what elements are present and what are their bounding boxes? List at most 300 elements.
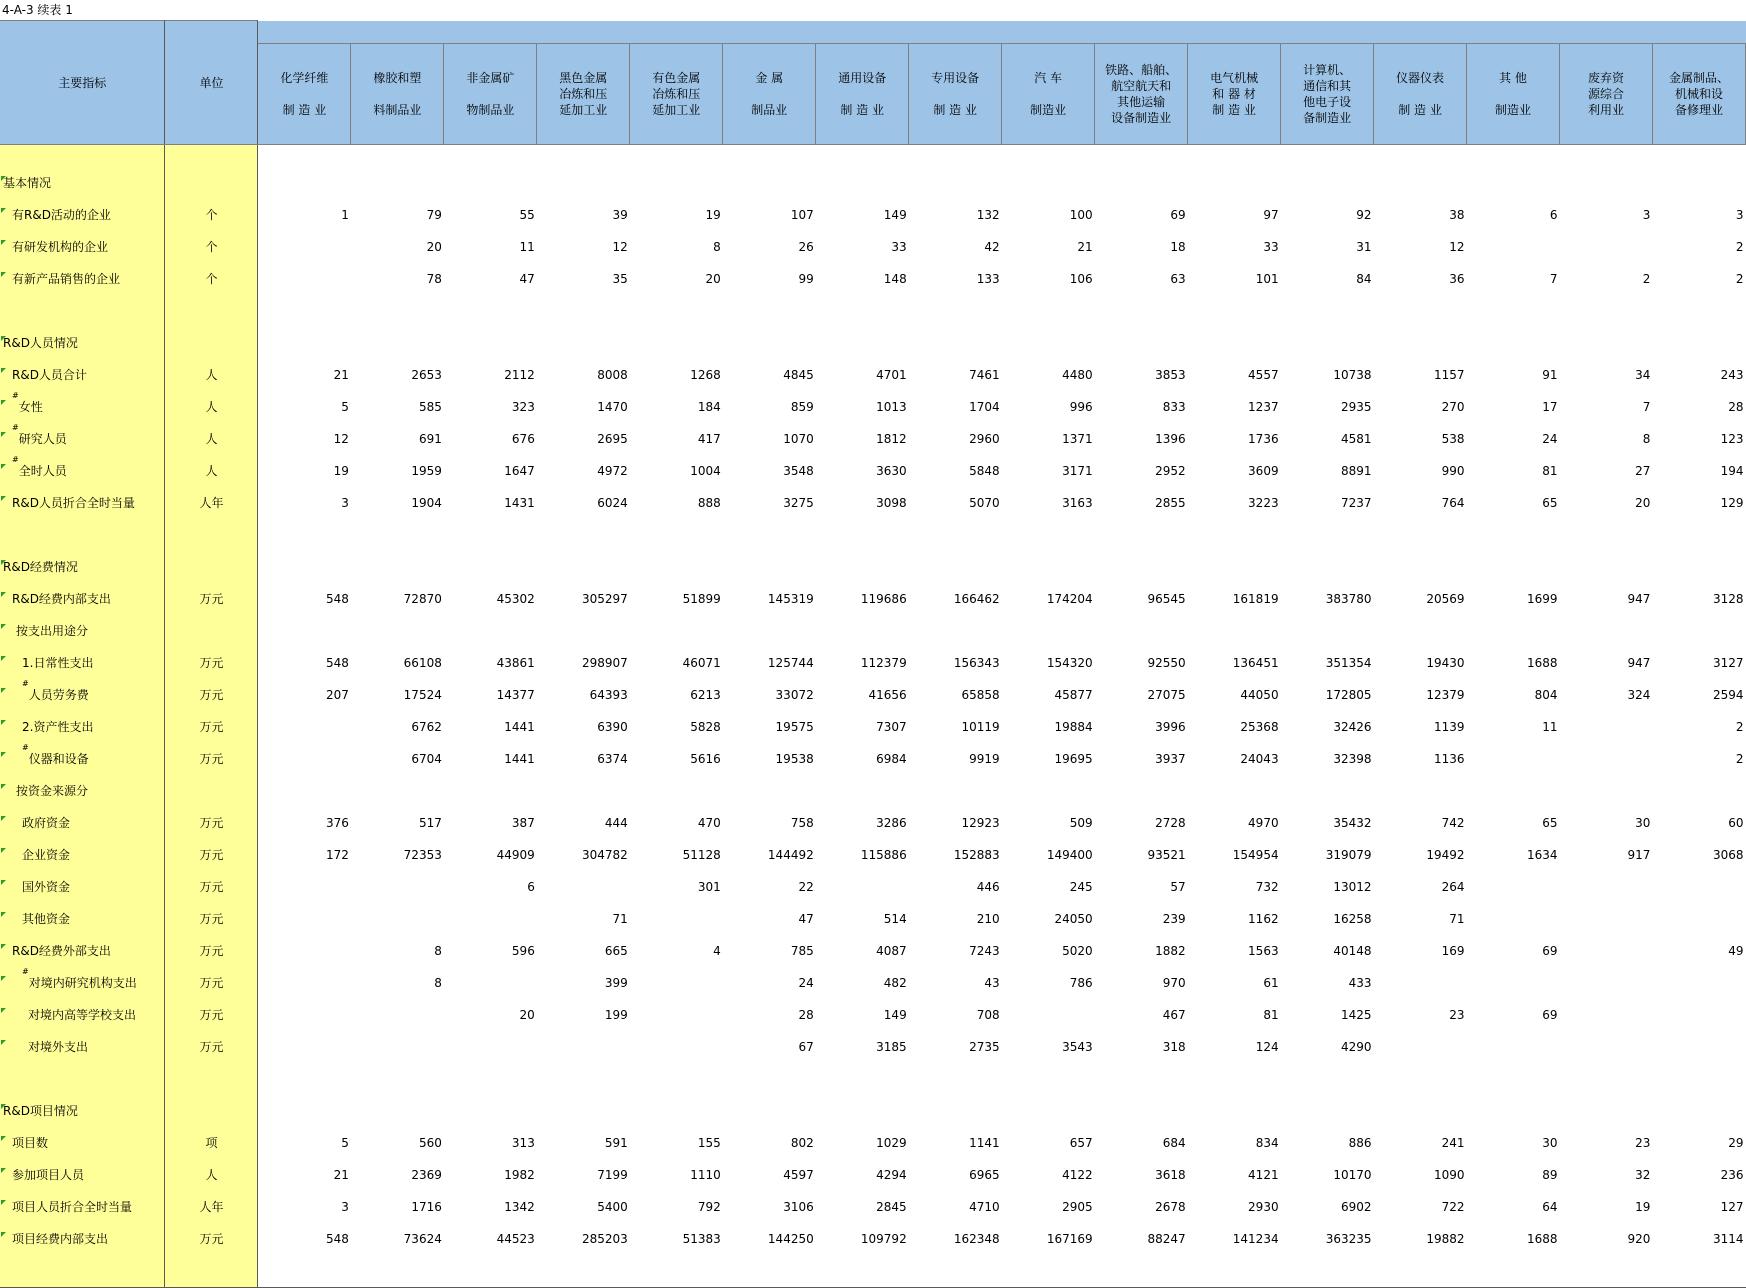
value-cell: 4701: [876, 368, 907, 382]
unit-cell: [165, 1127, 258, 1159]
value-cell: [258, 775, 351, 807]
cell-marker-icon: [1, 1168, 6, 1173]
value-cell: 3937: [1155, 752, 1186, 766]
value-cell: 10170: [1333, 1168, 1372, 1182]
value-cell: 990: [1441, 464, 1465, 478]
header-industry-line: 制 造 业: [933, 102, 977, 117]
value-cell: 2: [1735, 752, 1744, 766]
indicator-cell: [0, 455, 165, 487]
value-cell: 19: [333, 464, 349, 478]
value-cell: [909, 615, 1002, 647]
footnote-mark: #: [12, 423, 19, 432]
value-cell: [537, 295, 630, 327]
value-cell: 28: [1728, 400, 1744, 414]
value-cell: [351, 327, 444, 359]
value-cell: 3223: [1248, 496, 1279, 510]
value-cell: [1652, 295, 1745, 327]
indicator-cell: [0, 679, 165, 711]
value-cell: 119686: [860, 592, 907, 606]
unit-cell: [165, 967, 258, 999]
value-cell: [1095, 327, 1188, 359]
value-cell: 161819: [1232, 592, 1279, 606]
value-cell: 199: [604, 1008, 628, 1022]
value-cell: 10119: [961, 720, 1000, 734]
indicator-cell-empty: [0, 145, 165, 168]
value-cell: [816, 551, 909, 583]
value-cell: [1559, 743, 1652, 775]
value-cell: 112379: [860, 656, 907, 670]
value-cell: 55: [519, 208, 535, 222]
header-industry-line: 非金属矿: [466, 70, 515, 85]
value-cell: 43: [984, 976, 1000, 990]
value-cell: [909, 1095, 1002, 1127]
value-cell-empty: [351, 145, 444, 168]
value-cell-empty: [630, 1255, 723, 1288]
value-cell: 1110: [690, 1168, 721, 1182]
unit-cell: [165, 519, 258, 551]
value-cell: 764: [1441, 496, 1465, 510]
value-cell-empty: [1374, 145, 1467, 168]
value-cell: [1095, 775, 1188, 807]
value-cell: 792: [697, 1200, 721, 1214]
value-cell: 20: [1635, 496, 1651, 510]
indicator-label: 有研发机构的企业: [12, 240, 109, 254]
value-cell: [1281, 1095, 1374, 1127]
header-industry-line: 备制造业: [1303, 110, 1352, 125]
value-cell: 2855: [1155, 496, 1186, 510]
unit-cell: [165, 263, 258, 295]
value-cell: 1982: [504, 1168, 535, 1182]
value-cell: 32398: [1333, 752, 1372, 766]
value-cell: [1559, 935, 1652, 967]
value-cell: [723, 551, 816, 583]
value-cell: 23: [1449, 1008, 1465, 1022]
cell-marker-icon: [1, 944, 6, 949]
value-cell-empty: [723, 1255, 816, 1288]
value-cell: 1: [341, 208, 349, 222]
value-cell-empty: [1652, 145, 1745, 168]
value-cell: 691: [418, 432, 442, 446]
unit-label: 个: [205, 240, 218, 254]
value-cell: [723, 295, 816, 327]
value-cell: [1467, 1063, 1560, 1095]
value-cell: 285203: [581, 1232, 628, 1246]
indicator-cell: [0, 263, 165, 295]
spacer-row: [0, 145, 1746, 168]
indicator-cell: [0, 359, 165, 391]
value-cell: [258, 551, 351, 583]
value-cell: [258, 999, 351, 1031]
value-cell: [1467, 327, 1560, 359]
indicator-label: 政府资金: [22, 816, 71, 830]
indicator-label: 2.资产性支出: [22, 720, 94, 734]
header-industry-10: [1188, 43, 1281, 144]
indicator-label: R&D人员合计: [12, 368, 87, 382]
value-cell: 4597: [783, 1168, 814, 1182]
value-cell: 2845: [876, 1200, 907, 1214]
unit-cell: [165, 807, 258, 839]
value-cell: 2960: [969, 432, 1000, 446]
value-cell: 29: [1728, 1136, 1744, 1150]
value-cell: 2: [1735, 240, 1744, 254]
value-cell: 9919: [969, 752, 1000, 766]
value-cell: 45302: [496, 592, 535, 606]
value-cell: 43861: [496, 656, 535, 670]
value-cell: [1281, 327, 1374, 359]
value-cell: 3853: [1155, 368, 1186, 382]
indicator-label: 项目数: [12, 1136, 49, 1150]
value-cell: 3: [341, 1200, 349, 1214]
value-cell: 12923: [961, 816, 1000, 830]
table-row: [0, 807, 1746, 839]
indicator-label: R&D人员折合全时当量: [12, 496, 135, 510]
value-cell: 154954: [1232, 848, 1279, 862]
value-cell: 13012: [1333, 880, 1372, 894]
cell-marker-icon: [1, 784, 6, 789]
value-cell: 14377: [496, 688, 535, 702]
indicator-cell: [0, 807, 165, 839]
value-cell: [1559, 871, 1652, 903]
value-cell: 207: [325, 688, 349, 702]
value-cell: 7237: [1341, 496, 1372, 510]
filler-row: [0, 1255, 1746, 1288]
value-cell: 708: [976, 1008, 1000, 1022]
value-cell: 172: [325, 848, 349, 862]
value-cell: 1029: [876, 1136, 907, 1150]
value-cell: [351, 551, 444, 583]
value-cell: [1002, 999, 1095, 1031]
value-cell: [909, 327, 1002, 359]
value-cell: [351, 615, 444, 647]
indicator-label: 1.日常性支出: [22, 656, 94, 670]
value-cell: 1342: [504, 1200, 535, 1214]
value-cell: 6024: [597, 496, 628, 510]
value-cell-empty: [909, 1255, 1002, 1288]
value-cell: [444, 327, 537, 359]
value-cell: 155: [697, 1136, 721, 1150]
unit-label: 万元: [199, 1232, 224, 1246]
value-cell: [444, 775, 537, 807]
value-cell: [1281, 519, 1374, 551]
value-cell: 45877: [1054, 688, 1093, 702]
header-industry-line: 设备制造业: [1111, 110, 1172, 125]
unit-label: 万元: [199, 976, 224, 990]
value-cell: 6984: [876, 752, 907, 766]
header-industry-line: 通用设备: [838, 70, 887, 85]
value-cell-empty: [258, 1255, 351, 1288]
value-cell: 38: [1449, 208, 1465, 222]
cell-marker-icon: [1, 752, 6, 757]
cell-marker-icon: [1, 560, 6, 565]
indicator-cell: [0, 231, 165, 263]
value-cell: 41656: [868, 688, 907, 702]
value-cell: [1652, 903, 1745, 935]
value-cell: [1188, 1063, 1281, 1095]
value-cell: [1652, 967, 1745, 999]
header-industry-12: [1374, 43, 1467, 144]
value-cell-empty: [1652, 1255, 1745, 1288]
value-cell: 1268: [690, 368, 721, 382]
value-cell: [1281, 551, 1374, 583]
indicator-cell: [0, 999, 165, 1031]
value-cell: [816, 1063, 909, 1095]
value-cell: [1374, 551, 1467, 583]
value-cell: 2594: [1712, 688, 1744, 702]
header-industry-line: 制品业: [751, 102, 788, 117]
value-cell: 319079: [1325, 848, 1372, 862]
header-industry-7: [909, 43, 1002, 144]
value-cell: 26: [798, 240, 814, 254]
header-industry-line: 铁路、船舶、: [1105, 62, 1178, 77]
value-cell: 47: [519, 272, 535, 286]
value-cell: [630, 1095, 723, 1127]
unit-cell: [165, 615, 258, 647]
value-cell: [1374, 1063, 1467, 1095]
value-cell: [1188, 615, 1281, 647]
header-industry-line: 源综合: [1587, 86, 1624, 101]
table-row: [0, 903, 1746, 935]
value-cell: 144492: [767, 848, 814, 862]
value-cell: 323: [511, 400, 535, 414]
value-cell: [1002, 295, 1095, 327]
value-cell: [1374, 295, 1467, 327]
value-cell: [1095, 519, 1188, 551]
value-cell: 174204: [1046, 592, 1093, 606]
indicator-cell: [0, 1127, 165, 1159]
value-cell: [1002, 1095, 1095, 1127]
value-cell: 548: [325, 592, 349, 606]
value-cell: 2735: [969, 1040, 1000, 1054]
value-cell: 676: [511, 432, 535, 446]
value-cell: [1467, 775, 1560, 807]
value-cell: 33: [1263, 240, 1279, 254]
value-cell: [1188, 551, 1281, 583]
header-industry-11: [1281, 43, 1374, 144]
value-cell: 100: [1069, 208, 1093, 222]
indicator-cell: [0, 1159, 165, 1191]
value-cell: [1188, 327, 1281, 359]
value-cell: 6762: [411, 720, 442, 734]
header-industry-line: 废弃资: [1587, 70, 1624, 85]
value-cell: [1281, 167, 1374, 199]
indicator-label: 项目经费内部支出: [12, 1232, 109, 1246]
value-cell-empty: [723, 145, 816, 168]
value-cell: [258, 871, 351, 903]
value-cell: 834: [1255, 1136, 1279, 1150]
value-cell: [1002, 1063, 1095, 1095]
value-cell: 5828: [690, 720, 721, 734]
value-cell: 2: [1642, 272, 1651, 286]
unit-cell-empty: [165, 145, 258, 168]
unit-cell: [165, 167, 258, 199]
value-cell: 51128: [682, 848, 721, 862]
value-cell: 1716: [411, 1200, 442, 1214]
value-cell: 73624: [403, 1232, 442, 1246]
indicator-label: 仪器和设备: [28, 752, 89, 766]
table-row: [0, 1127, 1746, 1159]
value-cell: [1652, 871, 1745, 903]
value-cell-empty: [816, 145, 909, 168]
value-cell: 2: [1735, 272, 1744, 286]
value-cell: [1467, 871, 1560, 903]
cell-marker-icon: [1, 880, 6, 885]
header-industry-line: 通信和其: [1303, 78, 1352, 93]
value-cell: 3: [341, 496, 349, 510]
unit-cell: [165, 647, 258, 679]
header-industry-line: 有色金属: [652, 70, 701, 85]
value-cell: [1188, 519, 1281, 551]
cell-marker-icon: [1, 208, 6, 213]
header-industry-line: 延加工业: [652, 102, 701, 117]
header-industry-line: 其 他: [1499, 70, 1527, 85]
indicator-label: 其他资金: [22, 912, 71, 926]
value-cell: 24: [1542, 432, 1558, 446]
table-row: [0, 1031, 1746, 1063]
value-cell: [258, 1031, 351, 1063]
value-cell: 1396: [1155, 432, 1186, 446]
value-cell: 210: [976, 912, 1000, 926]
value-cell: [816, 167, 909, 199]
value-cell: [1559, 1031, 1652, 1063]
value-cell: 6965: [969, 1168, 1000, 1182]
value-cell: 32: [1635, 1168, 1651, 1182]
value-cell: 1136: [1433, 752, 1465, 766]
cell-marker-icon: [1, 240, 6, 245]
value-cell-empty: [1281, 1255, 1374, 1288]
indicator-label: R&D经费内部支出: [12, 592, 111, 606]
value-cell: 34: [1635, 368, 1651, 382]
value-cell: [1374, 327, 1467, 359]
value-cell: [630, 167, 723, 199]
value-cell: 1441: [504, 752, 535, 766]
value-cell: 888: [697, 496, 721, 510]
value-cell: 304782: [581, 848, 628, 862]
value-cell: 8891: [1341, 464, 1372, 478]
indicator-cell: [0, 871, 165, 903]
unit-cell: [165, 295, 258, 327]
value-cell: 127: [1720, 1200, 1744, 1214]
value-cell-empty: [1188, 1255, 1281, 1288]
value-cell: 3098: [876, 496, 907, 510]
value-cell: 36: [1449, 272, 1465, 286]
value-cell: [1652, 327, 1745, 359]
indicator-label: 对境内研究机构支出: [28, 976, 137, 990]
value-cell: [1467, 1031, 1560, 1063]
value-cell: 3: [1735, 208, 1744, 222]
indicator-cell: [0, 647, 165, 679]
value-cell: [1559, 551, 1652, 583]
value-cell: 482: [883, 976, 907, 990]
value-cell: [351, 1063, 444, 1095]
value-cell: [630, 519, 723, 551]
indicator-cell: [0, 903, 165, 935]
header-industry-2: [444, 43, 537, 144]
indicator-cell-empty: [0, 1255, 165, 1288]
value-cell: 3127: [1712, 656, 1744, 670]
value-cell: 19492: [1426, 848, 1465, 862]
value-cell: [1652, 775, 1745, 807]
value-cell-empty: [630, 145, 723, 168]
indicator-label: R&D人员情况: [3, 336, 78, 350]
value-cell: [258, 231, 351, 263]
unit-label: 人年: [199, 496, 224, 510]
unit-cell: [165, 1063, 258, 1095]
header-industry-6: [816, 43, 909, 144]
table-row: [0, 839, 1746, 871]
header-industry-line: 汽 车: [1034, 70, 1063, 85]
value-cell: 16258: [1333, 912, 1372, 926]
value-cell: [258, 935, 351, 967]
value-cell: [909, 519, 1002, 551]
value-cell: [537, 1063, 630, 1095]
value-cell: 5070: [969, 496, 1000, 510]
header-industry-line: 化学纤维: [280, 70, 329, 85]
value-cell: 917: [1627, 848, 1651, 862]
value-cell: 1441: [504, 720, 535, 734]
header-industry-15: [1652, 43, 1745, 144]
indicator-cell: [0, 391, 165, 423]
header-industry-9: [1095, 43, 1188, 144]
value-cell: 4290: [1341, 1040, 1372, 1054]
value-cell: [537, 327, 630, 359]
value-cell: 79: [426, 208, 442, 222]
value-cell: 1004: [690, 464, 721, 478]
table-row: [0, 1159, 1746, 1191]
value-cell: 6: [1549, 208, 1558, 222]
value-cell: [630, 615, 723, 647]
indicator-cell: [0, 1031, 165, 1063]
value-cell: 7: [1642, 400, 1651, 414]
header-industry-line: 利用业: [1587, 102, 1624, 117]
value-cell: 33072: [775, 688, 814, 702]
value-cell: [258, 295, 351, 327]
indicator-cell: [0, 583, 165, 615]
value-cell: [909, 551, 1002, 583]
value-cell: [1559, 615, 1652, 647]
value-cell: 17524: [403, 688, 442, 702]
value-cell: 804: [1534, 688, 1558, 702]
table-row: [0, 423, 1746, 455]
value-cell-empty: [1002, 145, 1095, 168]
header-industry-line: 机械和设: [1674, 86, 1723, 101]
value-cell: [1652, 167, 1745, 199]
value-cell: 154320: [1046, 656, 1093, 670]
cell-marker-icon: [1, 976, 6, 981]
value-cell: [1188, 775, 1281, 807]
cell-marker-icon: [1, 1008, 6, 1013]
value-cell: [1652, 1031, 1745, 1063]
value-cell: [630, 551, 723, 583]
value-cell: 665: [604, 944, 628, 958]
value-cell: 71: [1449, 912, 1465, 926]
indicator-cell: [0, 935, 165, 967]
value-cell: [630, 903, 723, 935]
value-cell: 19538: [775, 752, 814, 766]
value-cell: 4087: [876, 944, 907, 958]
indicator-label: R&D经费外部支出: [12, 944, 111, 958]
value-cell: 149: [883, 1008, 907, 1022]
header-industry-line: 制 造 业: [282, 102, 327, 117]
value-cell: 133: [976, 272, 1000, 286]
value-cell: [1559, 999, 1652, 1031]
value-cell: [723, 327, 816, 359]
value-cell: 2695: [597, 432, 628, 446]
value-cell: [258, 1095, 351, 1127]
value-cell: 31: [1356, 240, 1372, 254]
value-cell: [1652, 551, 1745, 583]
value-cell: [351, 1095, 444, 1127]
header-industry-line: 黑色金属: [559, 70, 608, 85]
